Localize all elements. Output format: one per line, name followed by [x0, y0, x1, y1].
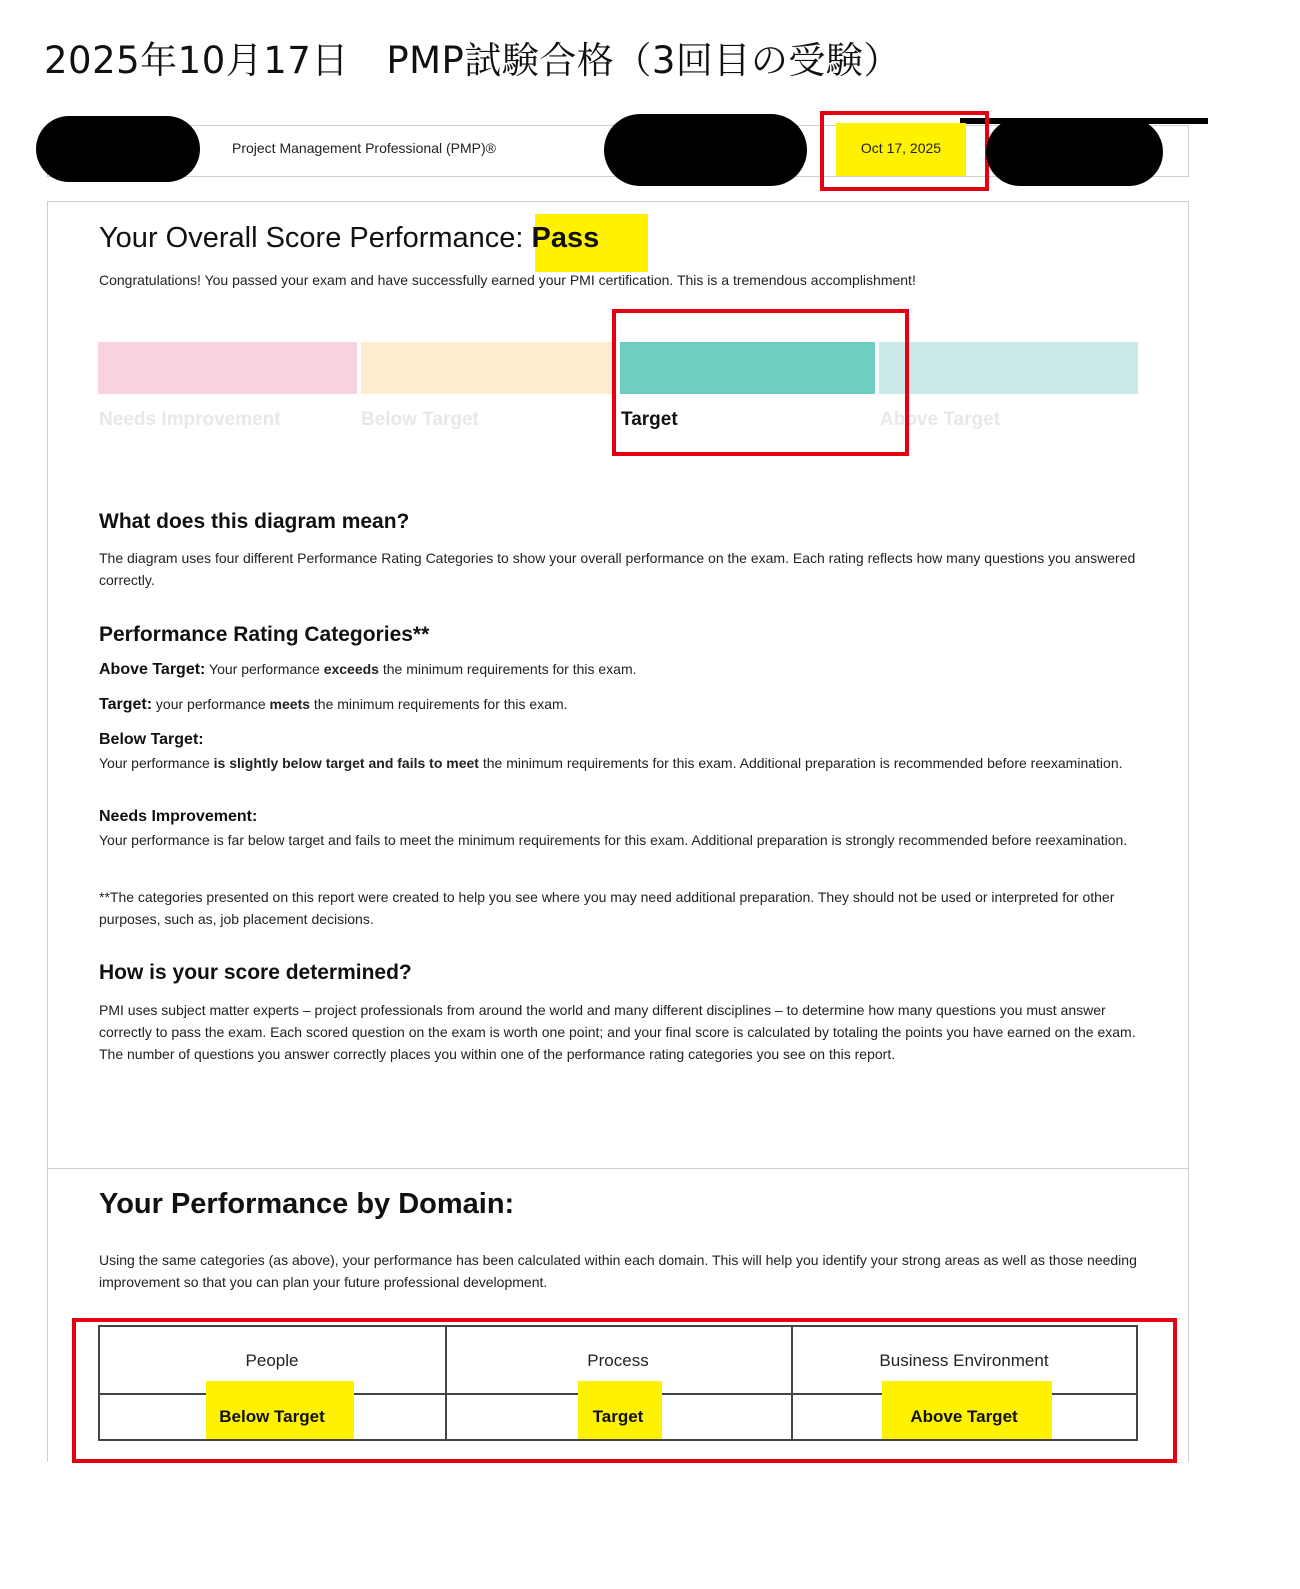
- bar-label-needs-improvement: Needs Improvement: [99, 409, 281, 430]
- category-above-target-label: Above Target:: [99, 661, 206, 678]
- diagram-heading: What does this diagram mean?: [99, 510, 410, 533]
- redaction-blob-left: [36, 116, 200, 182]
- date-annotation-box: [820, 111, 989, 191]
- category-target-text-2: the minimum requirements for this exam.: [310, 696, 568, 712]
- overall-title-prefix: Your Overall Score Performance: [99, 222, 516, 254]
- domain-name-people: People: [245, 1351, 299, 1370]
- domain-rating-business-environment: Above Target: [910, 1407, 1018, 1426]
- redaction-blob-middle: [604, 114, 807, 186]
- domain-name-business-environment: Business Environment: [879, 1351, 1049, 1370]
- bar-label-below-target: Below Target: [361, 409, 479, 430]
- domain-annotation-box: [72, 1318, 1177, 1463]
- section-divider: [47, 1168, 1189, 1169]
- exam-name: Project Management Professional (PMP)®: [232, 140, 496, 156]
- domain-rating-people: Below Target: [219, 1407, 325, 1426]
- category-below-target-text: [99, 752, 1139, 774]
- category-target: [99, 696, 568, 714]
- category-needs-improvement-label: Needs Improvement:: [99, 808, 258, 825]
- congrats-message: Congratulations! You passed your exam and have successfully earned your PMI certification. This is a tremendous accomplishment!: [99, 272, 916, 288]
- overall-score-title: [99, 222, 599, 255]
- category-below-target-text-1: Your performance: [99, 755, 214, 771]
- domain-rating-process: Target: [592, 1407, 644, 1426]
- category-above-target-text-1: Your performance: [205, 661, 324, 677]
- page-title: 2025年10月17日 PMP試験合格（3回目の受験）: [44, 39, 901, 82]
- domain-text: Using the same categories (as above), your performance has been calculated within each domain. This will help you identify your strong areas as well as those needing improvement so that you can plan your future professional development.: [99, 1252, 1137, 1290]
- categories-heading: Performance Rating Categories**: [99, 623, 430, 646]
- category-above-target-text-2: the minimum requirements for this exam.: [378, 661, 637, 677]
- bar-needs-improvement: [98, 342, 357, 394]
- overall-title-colon: :: [515, 222, 524, 254]
- overall-result: Pass: [531, 222, 600, 254]
- exam-date: Oct 17, 2025: [860, 140, 942, 156]
- category-target-text-1: your performance: [152, 696, 270, 712]
- score-heading: How is your score determined?: [99, 961, 412, 984]
- score-text: PMI uses subject matter experts – project professionals from around the world and many different disciplines – to determine how many questions you must answer correctly to pass the exam. Each scored question on the exam is worth one point; and your final score is calculated by totaling the points you have earned on the exam. The number of questions you answer correctly places you within one of the performance rating categories you see on this report.: [99, 1002, 1136, 1062]
- category-needs-improvement-text: Your performance is far below target and fails to meet the minimum requirements for this exam. Additional preparation is strongly recommended before reexamination.: [99, 832, 1128, 848]
- category-above-target: [99, 661, 637, 679]
- category-target-label: Target:: [99, 696, 153, 713]
- domain-heading: Your Performance by Domain:: [99, 1188, 515, 1220]
- category-target-bold: meets: [269, 696, 311, 712]
- target-annotation-box: [612, 309, 909, 456]
- category-below-target-label: Below Target:: [99, 731, 204, 748]
- bar-label-target: Target: [621, 409, 678, 430]
- bar-below-target: [361, 342, 616, 394]
- category-below-target-text-2: the minimum requirements for this exam. Additional preparation is recommended before reexamination.: [478, 755, 1123, 771]
- category-above-target-bold: exceeds: [323, 661, 379, 677]
- redaction-blob-right: [986, 118, 1163, 186]
- bar-above-target: [879, 342, 1138, 394]
- diagram-text: The diagram uses four different Performance Rating Categories to show your overall performance on the exam. Each rating reflects how many questions you answered correctly.: [99, 550, 1136, 588]
- category-below-target-bold: is slightly below target and fails to meet: [213, 755, 479, 771]
- domain-name-process: Process: [587, 1351, 649, 1370]
- categories-footnote: **The categories presented on this report were created to help you see where you may need additional preparation. They should not be used or interpreted for other purposes, such as, job placement decisions.: [99, 889, 1115, 927]
- bar-label-above-target: Above Target: [880, 409, 1001, 430]
